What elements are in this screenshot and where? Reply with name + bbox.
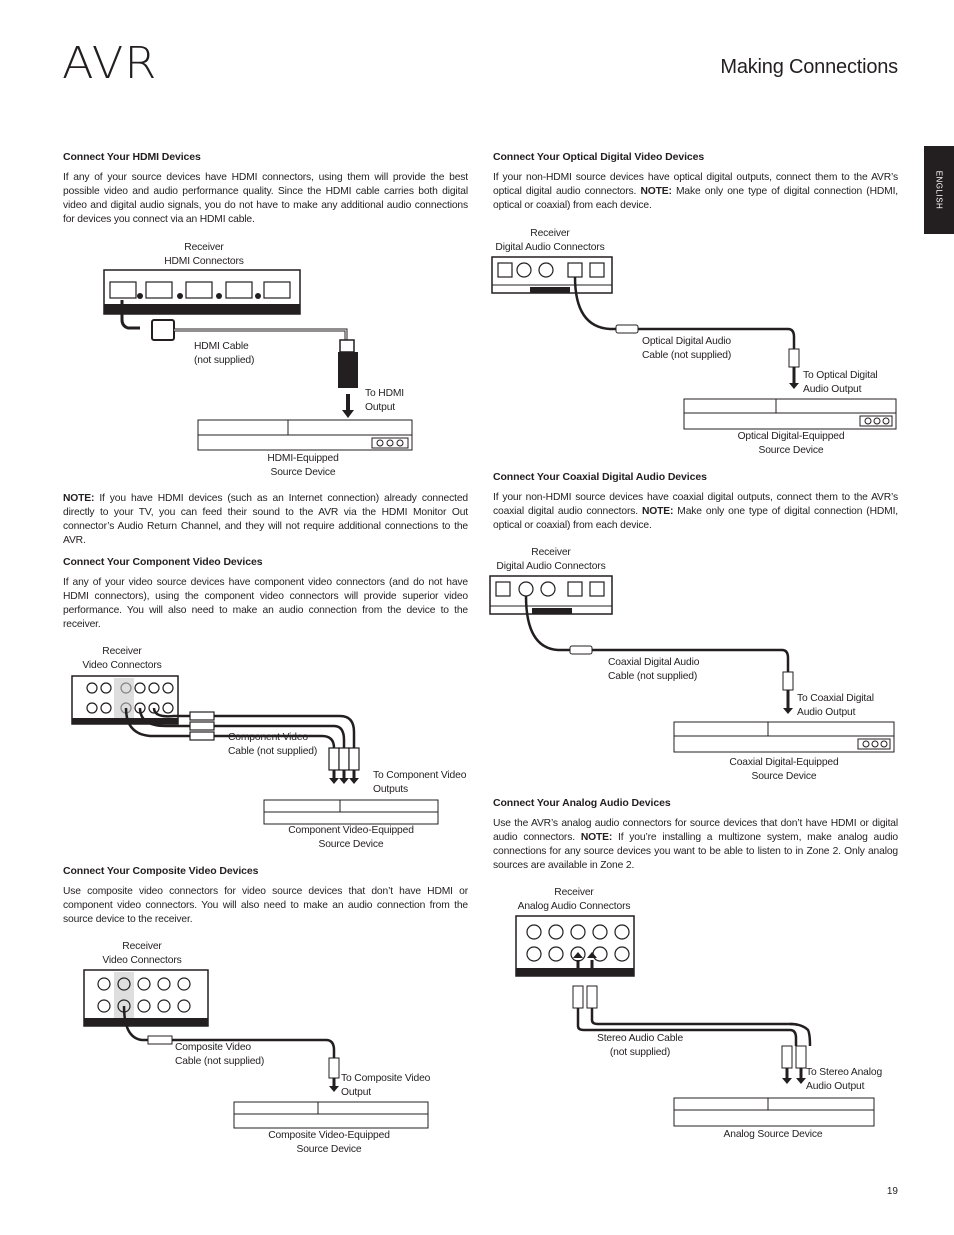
caption-line: To Coaxial Digital [797,693,874,704]
hdmi-fig-device-label [250,452,356,480]
avr-logo: AVR [62,38,158,89]
caption-line: (not supplied) [194,355,255,366]
composite-fig-output-label [341,1072,430,1100]
caption-line: Digital Audio Connectors [495,242,605,253]
caption-line: Receiver [184,242,224,253]
hdmi-fig-output-label [365,387,404,415]
caption-line: Optical Digital-Equipped [737,431,845,442]
hdmi-heading: Connect Your HDMI Devices [63,151,201,163]
component-fig-cable-label [228,731,317,759]
note-text: If you have HDMI devices (such as an Internet connection) already connected directly to your TV, you can feed their sound to the AVR via the HDMI Monitor Out connector’s Audio Return Channel, and they will not require additional connections to the AVR. [63,493,468,546]
caption-line: Coaxial Digital-Equipped [729,757,839,768]
coaxial-body [493,491,898,533]
caption-line: Audio Output [803,384,862,395]
caption-line: To Composite Video [341,1073,431,1084]
coaxial-fig-receiver-label [491,546,611,574]
optical-fig-receiver-label [490,227,610,255]
caption-line: Output [341,1087,372,1098]
caption-line: Receiver [122,941,162,952]
composite-fig-device-label [254,1129,404,1157]
caption-line: Analog Audio Connectors [517,901,631,912]
caption-line: Composite Video-Equipped [268,1130,390,1141]
caption-line: Optical Digital Audio [642,336,731,347]
component-fig-output-label [373,769,466,797]
hdmi-body: If any of your source devices have HDMI connectors, using them will provide the best possible video and audio performance quality. Since the HDMI cable carries both digital video and digital audio signals, you do not have to make any additional audio connections for devices you connect via an HDMI cable. [63,172,468,225]
composite-fig-cable-label [175,1041,264,1069]
coaxial-heading: Connect Your Coaxial Digital Audio Devices [493,471,707,483]
optical-body [493,171,898,213]
caption-line: Video Connectors [102,955,182,966]
caption-line: Component Video [228,732,308,743]
language-tab [924,146,954,234]
component-body: If any of your video source devices have component video connectors (and do not have HDMI connectors), using the component video connectors will provide superior video performance. You will also need to make an audio connection from the device to the receiver. [63,577,468,630]
caption-line: Receiver [530,228,570,239]
caption-line: Source Device [758,445,824,456]
note-label: NOTE: [580,832,613,843]
body-text: If you’re installing a multizone system, make analog audio connections for any source devices you want to be able to listen to in Zone 2. Only analog sources are available in Zone 2. [493,832,898,871]
component-fig-device-label [276,824,426,852]
caption-line: Audio Output [797,707,856,718]
page-title: Making Connections [720,56,898,78]
optical-heading: Connect Your Optical Digital Video Devices [493,151,705,163]
composite-body: Use composite video connectors for video source devices that don’t have HDMI or component video connectors. You will also need to make an audio connection from the source device to the receiver. [63,886,468,925]
caption-line: Analog Source Device [723,1129,823,1140]
caption-line: Component Video-Equipped [288,825,414,836]
hdmi-connection-diagram [100,268,430,458]
analog-fig-cable-label [580,1032,700,1060]
composite-heading: Connect Your Composite Video Devices [63,865,259,877]
body-text: Make only one type of digital connection (HDMI, optical or coaxial) from each device. [493,506,898,531]
caption-line: Cable (not supplied) [608,671,698,682]
note-label: NOTE: [641,506,674,517]
caption-line: Digital Audio Connectors [496,561,606,572]
analog-heading: Connect Your Analog Audio Devices [493,797,671,809]
coaxial-fig-device-label [709,756,859,784]
page-number: 19 [886,1186,898,1197]
caption-line: Receiver [531,547,571,558]
caption-line: To Optical Digital [803,370,878,381]
caption-line: Receiver [102,646,142,657]
caption-line: Source Device [318,839,384,850]
analog-fig-device-label [698,1128,848,1142]
caption-line: Outputs [373,784,409,795]
analog-fig-receiver-label [514,886,634,914]
caption-line: Stereo Audio Cable [596,1033,684,1044]
caption-line: To Component Video [373,770,467,781]
caption-line: Source Device [296,1144,362,1155]
body-text: If your non-HDMI source devices have optical digital outputs, connect them to the AVR’s optical digital audio connectors. [493,172,898,197]
note-label: NOTE: [640,186,672,197]
caption-line: (not supplied) [609,1047,671,1058]
caption-line: To HDMI [365,388,404,399]
component-fig-receiver-label [72,645,172,673]
caption-line: To Stereo Analog [806,1067,883,1078]
optical-fig-output-label [803,369,878,397]
caption-line: HDMI Connectors [164,256,244,267]
note-label: NOTE: [63,493,95,504]
caption-line: Output [365,402,396,413]
caption-line: Cable (not supplied) [175,1056,265,1067]
optical-fig-cable-label [642,335,731,363]
component-heading: Connect Your Component Video Devices [63,556,263,568]
caption-line: HDMI-Equipped [267,453,339,464]
analog-fig-output-label [806,1066,882,1094]
hdmi-note [63,492,468,548]
coaxial-fig-cable-label [608,656,699,684]
body-text: If your non-HDMI source devices have coaxial digital outputs, connect them to the AVR’s coaxial digital audio connectors. [493,492,898,517]
caption-line: Cable (not supplied) [642,350,732,361]
caption-line: Audio Output [806,1081,865,1092]
caption-line: Receiver [554,887,594,898]
caption-line: HDMI Cable [194,341,249,352]
caption-line: Source Device [270,467,336,478]
coaxial-fig-output-label [797,692,874,720]
body-text: Use the AVR’s analog audio connectors for source devices that don’t have HDMI or digital audio connectors. [493,818,898,843]
hdmi-fig-receiver-label [154,241,254,269]
caption-line: Composite Video [175,1042,251,1053]
analog-body [493,817,898,873]
optical-fig-device-label [716,430,866,458]
language-tab-label: ENGLISH [934,170,944,210]
caption-line: Video Connectors [82,660,162,671]
analog-connection-diagram [512,914,882,1130]
body-text: Make only one type of digital connection (HDMI, optical or coaxial) from each device. [493,186,899,211]
composite-fig-receiver-label [92,940,192,968]
caption-line: Cable (not supplied) [228,746,318,757]
caption-line: Coaxial Digital Audio [608,657,700,668]
caption-line: Source Device [751,771,817,782]
hdmi-fig-cable-label [194,340,254,368]
